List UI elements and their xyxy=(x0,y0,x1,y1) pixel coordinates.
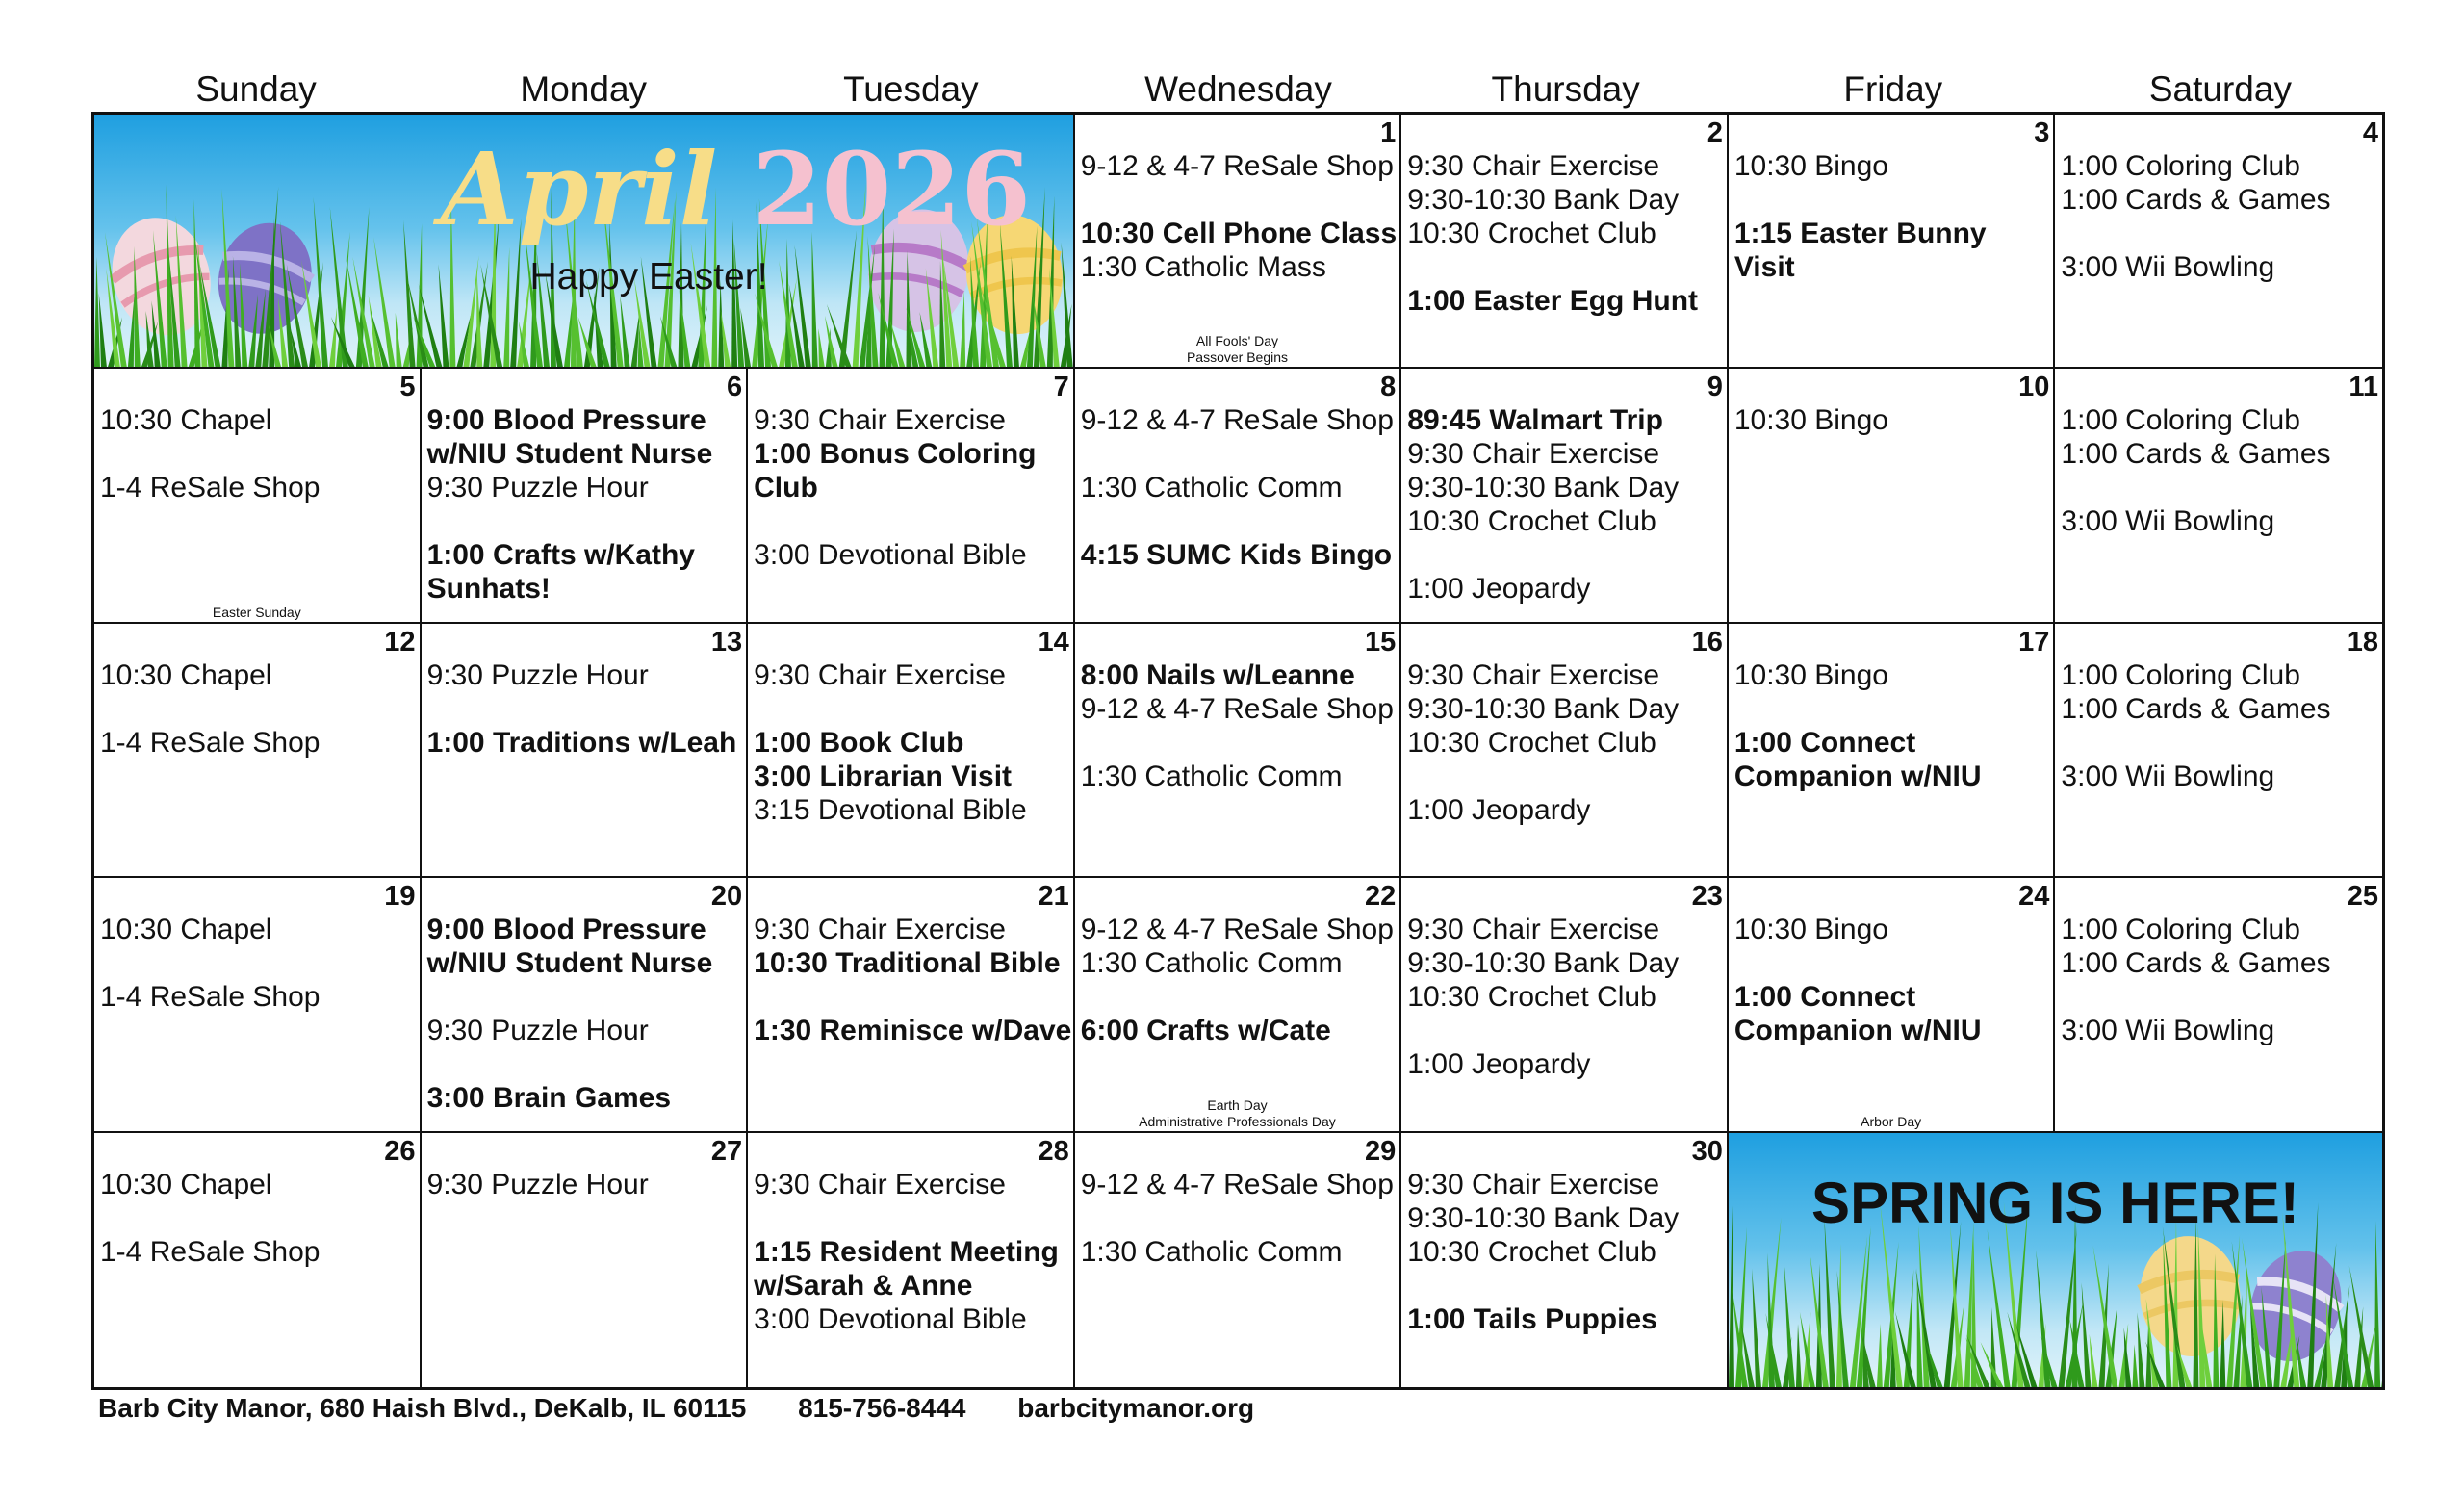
weekday-friday: Friday xyxy=(1843,69,1943,109)
event-item: 6:00 Crafts w/Cate xyxy=(1080,1015,1331,1047)
event-spacer xyxy=(1081,504,1400,538)
event-item: 9:30 Chair Exercise xyxy=(1407,150,1660,182)
event-item: 1:15 Resident Meeting w/Sarah & Anne xyxy=(754,1235,1059,1302)
day-cell xyxy=(94,369,422,623)
event-list xyxy=(1734,149,2054,284)
event-item: 1:30 Catholic Comm xyxy=(1080,472,1343,504)
event-item: 1:00 Cards & Games xyxy=(2061,692,2331,725)
event-item: 3:00 Wii Bowling xyxy=(2061,1015,2275,1047)
day-cell xyxy=(748,878,1075,1132)
event-item: 10:30 Crochet Club xyxy=(1407,505,1656,538)
event-list xyxy=(2061,658,2382,793)
event-item: 10:30 Chapel xyxy=(100,1168,272,1200)
event-item: 9:30 Chair Exercise xyxy=(754,914,1006,946)
event-spacer xyxy=(1407,538,1727,572)
event-item: 1:00 Book Club xyxy=(754,726,964,759)
day-number: 2 xyxy=(1707,117,1723,148)
event-item: 1:00 Tails Puppies xyxy=(1407,1303,1657,1335)
event-spacer xyxy=(1407,1269,1727,1303)
event-item: 1:00 Jeopardy xyxy=(1407,793,1591,826)
day-number: 30 xyxy=(1691,1135,1723,1167)
day-cell xyxy=(2055,369,2382,623)
event-item: 1:15 Easter Bunny Visit xyxy=(1733,218,1987,283)
event-list xyxy=(1407,658,1727,827)
day-cell xyxy=(422,624,749,878)
event-item: 1:00 Connect Companion w/NIU xyxy=(1733,981,1982,1047)
footer-phone: 815-756-8444 xyxy=(798,1393,966,1423)
weekday-wednesday: Wednesday xyxy=(1144,69,1332,109)
event-item: 1:00 Coloring Club xyxy=(2061,658,2300,691)
event-list xyxy=(1081,913,1400,1047)
event-item: 10:30 Crochet Club xyxy=(1407,218,1656,249)
day-cell xyxy=(748,1133,1075,1387)
event-item: 1:00 Connect Companion w/NIU xyxy=(1733,726,1982,792)
weekday-monday: Monday xyxy=(520,69,648,109)
day-number: 4 xyxy=(2362,117,2378,148)
event-item: 10:30 Bingo xyxy=(1733,150,1888,182)
holiday-note-line: All Fools' Day xyxy=(1195,333,1279,349)
holiday-note-line: Earth Day xyxy=(1207,1096,1268,1113)
event-list xyxy=(2061,403,2382,538)
event-item: 89:45 Walmart Trip xyxy=(1407,404,1663,437)
event-spacer xyxy=(100,692,420,726)
holiday-note xyxy=(1729,1114,2054,1130)
event-item: 3:15 Devotional Bible xyxy=(754,793,1027,826)
day-number: 23 xyxy=(1691,881,1723,913)
event-item: 8:00 Nails w/Leanne xyxy=(1080,658,1355,691)
event-spacer xyxy=(427,692,747,726)
event-item: 10:30 Bingo xyxy=(1733,404,1888,437)
day-cell xyxy=(94,1133,422,1387)
event-spacer xyxy=(100,437,420,471)
event-item: 9-12 & 4-7 ReSale Shop xyxy=(1080,692,1394,725)
event-item: 10:30 Chapel xyxy=(100,914,272,946)
day-number: 15 xyxy=(1365,626,1397,658)
event-item: 9:30 Chair Exercise xyxy=(1407,658,1660,691)
day-number: 9 xyxy=(1707,372,1723,403)
day-number: 24 xyxy=(2018,881,2050,913)
event-spacer xyxy=(754,504,1073,538)
day-cell xyxy=(94,878,422,1132)
april-banner xyxy=(94,115,1075,369)
event-item: 1:30 Reminisce w/Dave xyxy=(754,1015,1072,1047)
event-list xyxy=(1734,913,2054,1047)
day-cell xyxy=(1075,878,1402,1132)
day-number: 17 xyxy=(2018,626,2050,658)
day-cell xyxy=(2055,878,2382,1132)
event-list xyxy=(1407,149,1727,318)
event-item: 9:00 Blood Pressure w/NIU Student Nurse xyxy=(426,404,713,471)
event-list xyxy=(754,403,1073,572)
day-cell xyxy=(1729,115,2056,369)
banner-title-year: 2026 xyxy=(752,130,1031,248)
footer-address: Barb City Manor, 680 Haish Blvd., DeKalb, IL 60115 xyxy=(98,1393,747,1423)
event-item: 9-12 & 4-7 ReSale Shop xyxy=(1080,914,1394,946)
event-item: 9:30 Chair Exercise xyxy=(1407,914,1660,946)
day-number: 27 xyxy=(710,1135,743,1167)
day-number: 28 xyxy=(1038,1135,1069,1167)
event-item: 1:00 Crafts w/Kathy Sunhats! xyxy=(426,539,695,606)
day-number: 5 xyxy=(399,372,416,403)
event-item: 9-12 & 4-7 ReSale Shop xyxy=(1080,150,1394,182)
event-item: 10:30 Cell Phone Class xyxy=(1080,218,1398,249)
event-item: 10:30 Bingo xyxy=(1733,914,1888,946)
event-item: 3:00 Librarian Visit xyxy=(754,760,1013,792)
event-spacer xyxy=(1407,1014,1727,1047)
event-item: 1:30 Catholic Mass xyxy=(1080,251,1326,283)
event-item: 9:30 Chair Exercise xyxy=(1407,1168,1660,1200)
spring-banner xyxy=(1729,1133,2382,1387)
event-item: 3:00 Wii Bowling xyxy=(2061,760,2275,792)
event-list xyxy=(1081,1168,1400,1269)
event-item: 9-12 & 4-7 ReSale Shop xyxy=(1080,1168,1394,1200)
day-number: 14 xyxy=(1038,626,1069,658)
event-spacer xyxy=(1734,183,2054,217)
event-item: 10:30 Crochet Club xyxy=(1407,726,1656,759)
banner-subtitle: Happy Easter! xyxy=(529,256,768,297)
event-list xyxy=(2061,913,2382,1047)
event-list xyxy=(2061,149,2382,284)
event-item: 1:30 Catholic Comm xyxy=(1080,947,1343,980)
day-number: 26 xyxy=(384,1135,416,1167)
event-item: 1:00 Easter Egg Hunt xyxy=(1407,285,1699,317)
day-number: 3 xyxy=(2034,117,2050,148)
event-list xyxy=(754,1168,1073,1336)
event-spacer xyxy=(427,504,747,538)
event-spacer xyxy=(1081,980,1400,1014)
day-number: 13 xyxy=(710,626,743,658)
event-list xyxy=(1407,403,1727,606)
event-item: 1-4 ReSale Shop xyxy=(100,726,321,759)
day-cell xyxy=(422,878,749,1132)
event-spacer xyxy=(2061,980,2382,1014)
event-list xyxy=(754,913,1073,1047)
event-list xyxy=(1734,658,2054,793)
event-spacer xyxy=(1081,726,1400,760)
event-item: 1-4 ReSale Shop xyxy=(100,1235,321,1268)
event-item: 3:00 Wii Bowling xyxy=(2061,251,2275,283)
holiday-note-line: Arbor Day xyxy=(1861,1113,1922,1129)
holiday-note xyxy=(1075,333,1400,366)
event-item: 1:00 Jeopardy xyxy=(1407,573,1591,606)
event-item: 10:30 Crochet Club xyxy=(1407,981,1656,1014)
event-item: 9:30-10:30 Bank Day xyxy=(1407,184,1680,216)
day-number: 25 xyxy=(2347,881,2378,913)
event-list xyxy=(427,403,747,606)
day-number: 8 xyxy=(1380,372,1397,403)
event-item: 3:00 Devotional Bible xyxy=(754,539,1027,572)
banner-title-month: April xyxy=(441,130,718,248)
event-list xyxy=(100,658,420,760)
day-number: 16 xyxy=(1691,626,1723,658)
weekday-saturday: Saturday xyxy=(2148,69,2292,109)
event-item: 9-12 & 4-7 ReSale Shop xyxy=(1080,404,1394,437)
event-list xyxy=(427,913,747,1115)
event-item: 10:30 Chapel xyxy=(100,658,272,691)
event-spacer xyxy=(754,980,1073,1014)
footer xyxy=(98,1389,1298,1428)
event-spacer xyxy=(2061,217,2382,250)
event-spacer xyxy=(2061,471,2382,504)
event-item: 9:30-10:30 Bank Day xyxy=(1407,1201,1680,1234)
event-item: 9:30-10:30 Bank Day xyxy=(1407,472,1680,504)
day-number: 6 xyxy=(727,372,743,403)
event-list xyxy=(1081,658,1400,793)
day-cell xyxy=(422,1133,749,1387)
event-list xyxy=(1081,149,1400,284)
event-list xyxy=(100,403,420,504)
event-spacer xyxy=(427,1047,747,1081)
event-item: 3:00 Devotional Bible xyxy=(754,1303,1027,1335)
day-number: 18 xyxy=(2347,626,2378,658)
event-spacer xyxy=(1081,183,1400,217)
holiday-note-line: Administrative Professionals Day xyxy=(1139,1113,1336,1129)
event-item: 9:30 Chair Exercise xyxy=(754,404,1006,437)
event-item: 9:30 Chair Exercise xyxy=(754,1168,1006,1200)
day-cell xyxy=(1729,878,2056,1132)
day-number: 29 xyxy=(1365,1135,1397,1167)
event-item: 1-4 ReSale Shop xyxy=(100,981,321,1014)
event-item: 1:00 Cards & Games xyxy=(2061,438,2331,471)
day-cell xyxy=(1075,369,1402,623)
weekday-thursday: Thursday xyxy=(1491,69,1640,109)
event-item: 1:00 Traditions w/Leah xyxy=(426,726,737,759)
holiday-note xyxy=(1075,1097,1400,1130)
day-number: 21 xyxy=(1038,881,1069,913)
calendar-grid xyxy=(91,112,2385,1390)
day-cell xyxy=(94,624,422,878)
event-spacer xyxy=(1734,692,2054,726)
event-item: 1:00 Jeopardy xyxy=(1407,1048,1591,1081)
event-list xyxy=(754,658,1073,827)
day-cell xyxy=(1729,624,2056,878)
event-item: 9:30 Puzzle Hour xyxy=(426,472,649,504)
event-list xyxy=(427,1168,747,1201)
event-item: 10:30 Traditional Bible xyxy=(754,947,1061,980)
day-cell xyxy=(422,369,749,623)
day-number: 11 xyxy=(2348,372,2378,403)
event-spacer xyxy=(427,980,747,1014)
event-list xyxy=(427,658,747,760)
day-cell xyxy=(1401,1133,1729,1387)
holiday-note xyxy=(94,605,420,621)
event-item: 9:30 Puzzle Hour xyxy=(426,1015,649,1047)
event-item: 1:00 Cards & Games xyxy=(2061,947,2331,980)
footer-website: barbcitymanor.org xyxy=(1017,1393,1255,1423)
event-item: 1:30 Catholic Comm xyxy=(1080,760,1343,792)
day-number: 1 xyxy=(1380,117,1397,148)
day-cell xyxy=(1075,1133,1402,1387)
event-item: 1:30 Catholic Comm xyxy=(1080,1235,1343,1268)
event-list xyxy=(1734,403,2054,437)
event-spacer xyxy=(1081,437,1400,471)
event-list xyxy=(1407,1168,1727,1336)
day-number: 20 xyxy=(710,881,743,913)
day-number: 7 xyxy=(1053,372,1069,403)
event-item: 4:15 SUMC Kids Bingo xyxy=(1080,539,1393,572)
banner-title xyxy=(441,132,1031,247)
event-item: 1-4 ReSale Shop xyxy=(100,472,321,504)
event-item: 3:00 Brain Games xyxy=(426,1082,672,1115)
event-item: 9:30 Chair Exercise xyxy=(754,658,1006,691)
event-item: 1:00 Cards & Games xyxy=(2061,184,2331,216)
event-item: 10:30 Chapel xyxy=(100,404,272,437)
event-spacer xyxy=(1734,946,2054,980)
holiday-note-line: Easter Sunday xyxy=(212,604,301,620)
day-cell xyxy=(1075,115,1402,369)
day-number: 12 xyxy=(384,626,416,658)
day-cell xyxy=(1401,624,1729,878)
day-number: 10 xyxy=(2018,372,2050,403)
event-spacer xyxy=(2061,726,2382,760)
day-cell xyxy=(1401,369,1729,623)
weekday-sunday: Sunday xyxy=(195,69,317,109)
event-spacer xyxy=(1407,760,1727,793)
event-list xyxy=(1407,913,1727,1081)
spring-banner-text: SPRING IS HERE! xyxy=(1811,1170,2299,1235)
event-item: 3:00 Wii Bowling xyxy=(2061,505,2275,538)
day-cell xyxy=(748,369,1075,623)
event-item: 1:00 Coloring Club xyxy=(2061,150,2300,182)
event-spacer xyxy=(1407,250,1727,284)
day-number: 19 xyxy=(384,881,416,913)
day-cell xyxy=(1729,369,2056,623)
event-item: 9:30-10:30 Bank Day xyxy=(1407,692,1680,725)
event-list xyxy=(100,913,420,1014)
event-item: 9:30 Chair Exercise xyxy=(1407,438,1660,471)
event-item: 9:00 Blood Pressure w/NIU Student Nurse xyxy=(426,914,713,980)
event-item: 1:00 Bonus Coloring Club xyxy=(754,438,1037,504)
holiday-note-line: Passover Begins xyxy=(1186,349,1289,366)
event-item: 9:30 Puzzle Hour xyxy=(426,1168,649,1200)
day-cell xyxy=(1401,878,1729,1132)
event-item: 9:30 Puzzle Hour xyxy=(426,658,649,691)
day-number: 22 xyxy=(1365,881,1397,913)
day-cell xyxy=(2055,624,2382,878)
event-item: 10:30 Bingo xyxy=(1733,658,1888,691)
event-item: 1:00 Coloring Club xyxy=(2061,404,2300,437)
event-list xyxy=(1081,403,1400,572)
event-item: 9:30-10:30 Bank Day xyxy=(1407,947,1680,980)
event-item: 10:30 Crochet Club xyxy=(1407,1235,1656,1268)
event-list xyxy=(100,1168,420,1269)
event-spacer xyxy=(100,946,420,980)
event-spacer xyxy=(100,1201,420,1235)
weekday-header-row xyxy=(92,67,2384,112)
event-spacer xyxy=(754,692,1073,726)
weekday-tuesday: Tuesday xyxy=(843,69,979,109)
event-item: 1:00 Coloring Club xyxy=(2061,914,2300,946)
event-spacer xyxy=(754,1201,1073,1235)
day-cell xyxy=(2055,115,2382,369)
day-cell xyxy=(1401,115,1729,369)
day-cell xyxy=(1075,624,1402,878)
event-spacer xyxy=(1081,1201,1400,1235)
day-cell xyxy=(748,624,1075,878)
